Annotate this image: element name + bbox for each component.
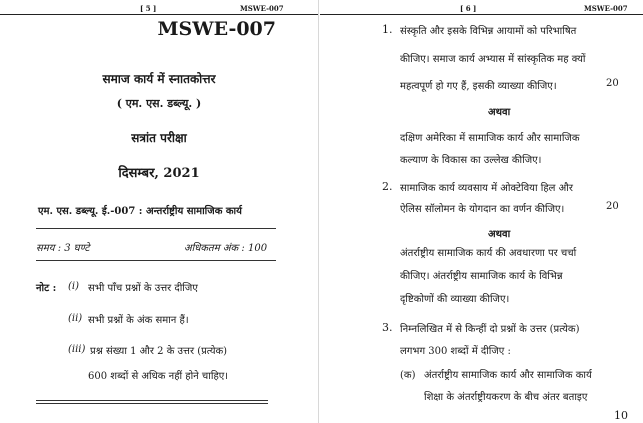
question-3-line-1: निम्नलिखित में से किन्हीं दो प्रश्नों के उत्तर (प्रत्येक)	[400, 324, 580, 335]
question-1-marks: 20	[606, 78, 619, 89]
question-1-number: 1.	[382, 23, 393, 36]
exam-type: सत्रांत परीक्षा	[131, 131, 187, 145]
right-page-number: [ 6 ]	[460, 4, 477, 13]
page-divider	[318, 0, 319, 423]
question-3-number: 3.	[382, 321, 393, 334]
question-1-alt-line-2: कल्याण के विकास का उल्लेख कीजिए।	[400, 155, 542, 166]
programme-title: समाज कार्य में स्नातकोत्तर	[102, 72, 216, 86]
note-3-number: (iii)	[68, 344, 86, 355]
bottom-rule-1	[36, 400, 268, 401]
exam-date: दिसम्बर, 2021	[118, 166, 200, 181]
question-3a-line-2: शिक्षा के अंतर्राष्ट्रीयकरण के बीच अंतर बताइए	[424, 392, 588, 403]
question-2-alt-line-1: अंतर्राष्ट्रीय सामाजिक कार्य की अवधारणा पर चर्चा	[400, 248, 577, 259]
separator-top	[36, 228, 276, 229]
separator-bottom	[36, 260, 276, 261]
note-1-text: सभी पाँच प्रश्नों के उत्तर दीजिए	[88, 283, 198, 294]
note-2-number: (ii)	[68, 313, 83, 324]
time-label: समय : 3 घण्टे	[36, 243, 90, 254]
question-3a-line-1: अंतर्राष्ट्रीय सामाजिक कार्य और सामाजिक कार्य	[424, 370, 592, 381]
or-label-1: अथवा	[488, 107, 511, 118]
question-2-number: 2.	[382, 180, 393, 193]
bottom-rule-2	[36, 403, 268, 404]
right-header-rule	[320, 14, 643, 15]
question-2-alt-line-2: कीजिए। अंतर्राष्ट्रीय सामाजिक कार्य के विभिन्न	[400, 271, 563, 282]
question-2-line-1: सामाजिक कार्य व्यवसाय में ओक्टेविया हिल और	[400, 183, 573, 194]
left-page	[0, 0, 318, 423]
note-3-continuation: 600 शब्दों से अधिक नहीं होने चाहिए।	[88, 371, 229, 382]
question-2-line-2: ऐलिस सॉलोमन के योगदान का वर्णन कीजिए।	[400, 204, 565, 215]
or-label-2: अथवा	[488, 229, 511, 240]
max-marks-label: अधिकतम अंक : 100	[184, 243, 268, 254]
right-header-code: MSWE-007	[584, 4, 628, 13]
question-1-line-3: महत्वपूर्ण हो गए हैं, इसकी व्याख्या कीजिए।	[400, 81, 557, 92]
question-3-line-2: लगभग 300 शब्दों में दीजिए :	[400, 346, 511, 357]
left-header-rule	[0, 14, 318, 15]
question-1-line-1: संस्कृति और इसके विभिन्न आयामों को परिभाषित	[400, 26, 577, 37]
note-1-number: (i)	[68, 281, 80, 292]
left-page-number: [ 5 ]	[140, 4, 157, 13]
question-2-alt-line-3: दृष्टिकोणों की व्याख्या कीजिए।	[400, 294, 510, 305]
note-label: नोट :	[36, 283, 57, 294]
left-header-code: MSWE-007	[240, 4, 284, 13]
question-3a-label: (क)	[400, 370, 416, 381]
note-2-text: सभी प्रश्नों के अंक समान हैं।	[88, 315, 189, 326]
question-3a-marks: 10	[614, 409, 628, 422]
right-page	[320, 0, 643, 423]
question-1-line-2: कीजिए। समाज कार्य अभ्यास में सांस्कृतिक मह क्यों	[400, 54, 586, 65]
course-code-title: MSWE-007	[157, 18, 276, 40]
question-2-marks: 20	[606, 201, 619, 212]
programme-abbreviation: ( एम. एस. डब्ल्यू. )	[116, 97, 202, 110]
course-name: एम. एस. डब्ल्यू. ई.-007 : अन्तर्राष्ट्रीय सामाजिक कार्य	[38, 206, 242, 217]
question-1-alt-line-1: दक्षिण अमेरिका में सामाजिक कार्य और सामाजिक	[400, 133, 580, 144]
note-3-text: प्रश्न संख्या 1 और 2 के उत्तर (प्रत्येक)	[90, 346, 228, 357]
